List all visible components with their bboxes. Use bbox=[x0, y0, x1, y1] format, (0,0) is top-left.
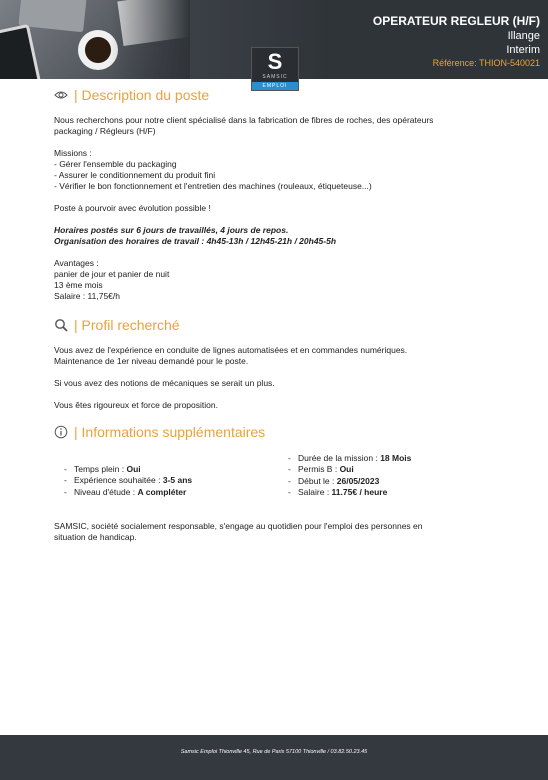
intro-line: packaging / Régleurs (H/F) bbox=[54, 126, 156, 136]
info-item: - Salaire : 11.75€ / heure bbox=[286, 487, 411, 498]
missions-title: Missions : bbox=[54, 148, 92, 158]
info-item: - Durée de la mission : 18 Mois bbox=[286, 453, 411, 464]
advantage-item: Salaire : 11,75€/h bbox=[54, 291, 120, 301]
mission-item: - Gérer l'ensemble du packaging bbox=[54, 159, 177, 169]
photo-fade bbox=[110, 0, 190, 79]
info-heading bbox=[54, 423, 265, 441]
info-heading-label: | Informations supplémentaires bbox=[74, 424, 266, 440]
intro-line: Nous recherchons pour notre client spécialisé dans la fabrication de fibres de roches, des opérateurs bbox=[54, 115, 434, 125]
info-item: - Temps plein : Oui bbox=[62, 464, 192, 475]
profile-line: Vous êtes rigoureux et force de proposition. bbox=[54, 400, 218, 410]
profile-line: Maintenance de 1er niveau demandé pour le poste. bbox=[54, 356, 249, 366]
description-heading-label: | Description du poste bbox=[74, 87, 210, 103]
description-body bbox=[54, 115, 433, 302]
info-list-right bbox=[286, 453, 411, 498]
profile-body bbox=[54, 345, 407, 411]
logo-brand: SAMSIC bbox=[262, 74, 288, 80]
closing-line: situation de handicap. bbox=[54, 532, 137, 542]
job-title: OPERATEUR REGLEUR (H/F) bbox=[372, 14, 540, 28]
logo-letter: S bbox=[267, 49, 283, 74]
advantage-item: 13 ème mois bbox=[54, 280, 103, 290]
eye-icon bbox=[54, 90, 68, 100]
info-list-left bbox=[62, 464, 192, 498]
job-location: Illange bbox=[507, 30, 540, 42]
footer-address: Samsic Emploi Thionville 45, Rue de Paris 57100 Thionville / 03.82.50.23.45 bbox=[180, 749, 368, 755]
profile-heading bbox=[54, 316, 180, 334]
desk-photo-image bbox=[0, 0, 190, 79]
profile-line: Si vous avez des notions de mécaniques se serait un plus. bbox=[54, 378, 275, 388]
advantages-title: Avantages : bbox=[54, 258, 99, 268]
profile-line: Vous avez de l'expérience en conduite de lignes automatisées et en commandes numériques. bbox=[54, 345, 408, 355]
closing-line: SAMSIC, société socialement responsable, s'engage au quotidien pour l'emploi des personnes en bbox=[54, 521, 423, 531]
info-item: - Début le : 26/05/2023 bbox=[286, 476, 411, 487]
closing-statement bbox=[54, 521, 423, 543]
info-icon bbox=[54, 425, 68, 439]
hours-line: Horaires postés sur 6 jours de travaillés, 4 jours de repos. bbox=[54, 225, 289, 235]
job-reference: Référence: THION-540021 bbox=[432, 58, 540, 68]
mission-item: - Vérifier le bon fonctionnement et l'entretien des machines (rouleaux, étiqueteuse...) bbox=[54, 181, 372, 191]
job-contract: Interim bbox=[506, 44, 540, 56]
profile-heading-label: | Profil recherché bbox=[74, 317, 180, 333]
advantage-item: panier de jour et panier de nuit bbox=[54, 269, 170, 279]
info-item: - Expérience souhaitée : 3-5 ans bbox=[62, 475, 192, 486]
footer-bar bbox=[0, 735, 548, 780]
samsic-logo bbox=[251, 47, 299, 91]
hours-line: Organisation des horaires de travail : 4h45-13h / 12h45-21h / 20h45-5h bbox=[54, 236, 337, 246]
logo-emploi: EMPLOI bbox=[252, 82, 298, 90]
magnifier-icon bbox=[54, 318, 68, 332]
job-header bbox=[373, 14, 540, 70]
tablet-shape bbox=[0, 24, 42, 79]
info-item: - Niveau d'étude : A compléter bbox=[62, 487, 192, 498]
mission-item: - Assurer le conditionnement du produit fini bbox=[54, 170, 216, 180]
info-item: - Permis B : Oui bbox=[286, 464, 411, 475]
evolution-line: Poste à pourvoir avec évolution possible ! bbox=[54, 203, 211, 213]
description-heading bbox=[54, 86, 209, 104]
